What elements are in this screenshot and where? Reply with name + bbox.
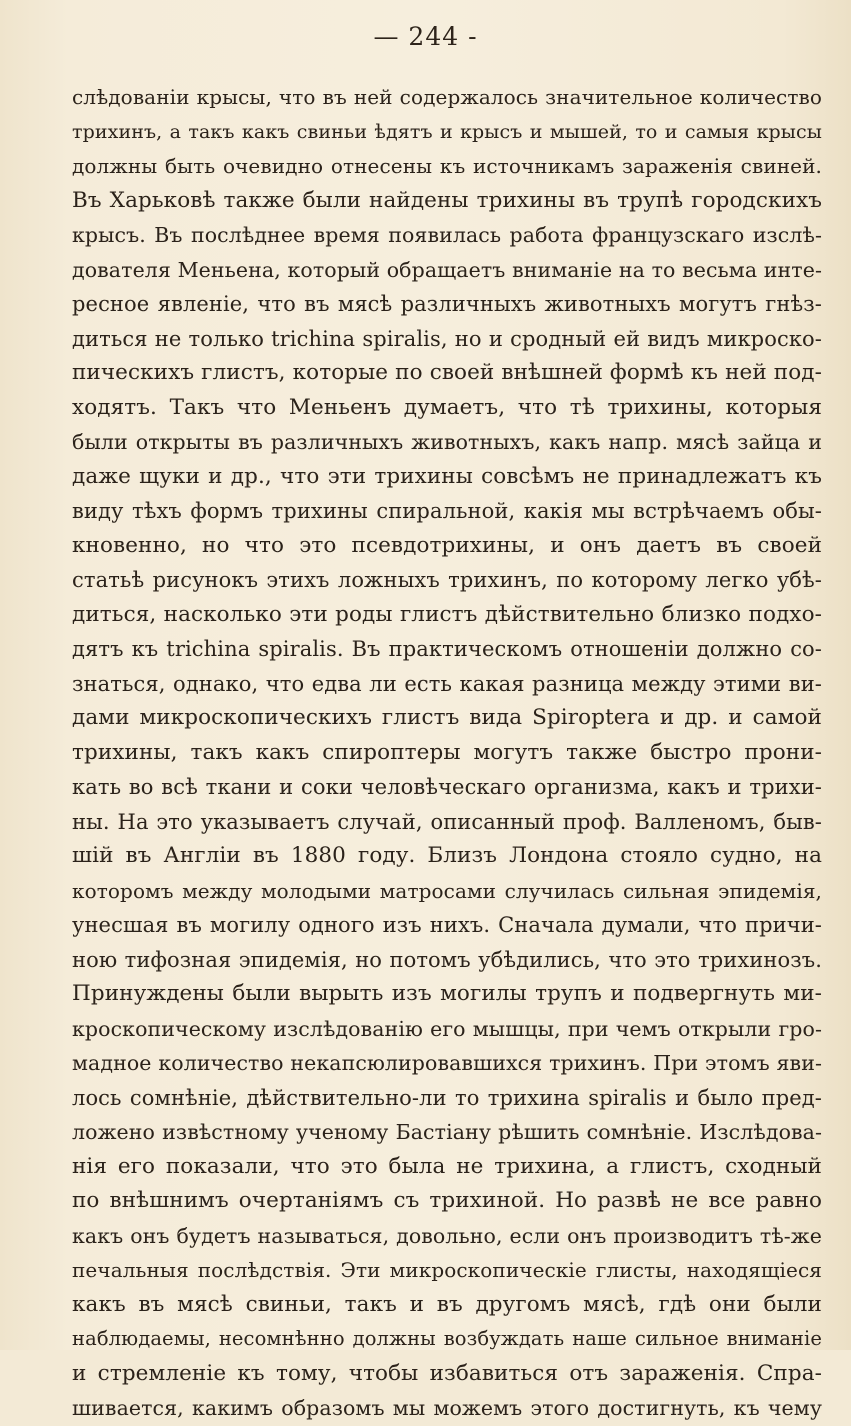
- text-line: виду тѣхъ формъ трихины спиральной, какія мы встрѣчаемъ обы-: [72, 499, 822, 523]
- text-line: дами микроскопическихъ глистъ вида Spiroptera и др. и самой: [72, 705, 822, 730]
- page-number: — 244 -: [373, 22, 478, 51]
- text-line: должны быть очевидно отнесены къ источникамъ зараженія свиней.: [72, 154, 822, 178]
- text-line: кновенно, но что это псевдотрихины, и онъ даетъ въ своей: [72, 532, 822, 558]
- text-line: нія его показали, что это была не трихина, а глистъ, сходный: [72, 1153, 822, 1179]
- text-line: печальныя послѣдствія. Эти микроскопическіе глисты, находящіеся: [72, 1258, 822, 1282]
- text-line: ны. На это указываетъ случай, описанный проф. Валленомъ, быв-: [72, 809, 822, 834]
- text-line: были открыты въ различныхъ животныхъ, какъ напр. мясѣ зайца и: [72, 430, 822, 454]
- text-line: наблюдаемы, несомнѣнно должны возбуждать наше сильное вниманіе: [72, 1327, 822, 1350]
- text-line: которомъ между молодыми матросами случилась сильная эпидемія,: [72, 878, 822, 903]
- text-line: по внѣшнимъ очертаніямъ съ трихиной. Но развѣ не все равно: [72, 1188, 822, 1213]
- text-line: пическихъ глистъ, которые по своей внѣшней формѣ къ ней под-: [72, 360, 822, 385]
- text-line: унесшая въ могилу одного изъ нихъ. Сначала думали, что причи-: [72, 913, 822, 937]
- text-line: Въ Харьковѣ также были найдены трихины въ трупѣ городскихъ: [72, 187, 822, 213]
- text-line: трихинъ, а такъ какъ свиньи ѣдятъ и крысъ и мышей, то и самыя крысы: [72, 120, 822, 143]
- text-line: ресное явленіе, что въ мясѣ различныхъ животныхъ могутъ гнѣз-: [72, 292, 822, 316]
- text-line: кроскопическому изслѣдованію его мышцы, при чемъ открыли гро-: [72, 1016, 822, 1041]
- text-line: ною тифозная эпидемія, но потомъ убѣдились, что это трихинозъ.: [72, 947, 822, 972]
- text-line: какъ въ мясѣ свиньи, такъ и въ другомъ мясѣ, гдѣ они были: [72, 1291, 822, 1317]
- text-line: дятъ къ trichina spiralis. Въ практическомъ отношеніи должно со-: [72, 637, 822, 661]
- text-line: слѣдованіи крысы, что въ ней содержалось значительное количество: [72, 85, 822, 109]
- body-text: [72, 80, 822, 1426]
- text-line: какъ онъ будетъ называться, довольно, если онъ производитъ тѣ-же: [72, 1223, 822, 1248]
- text-line: ходятъ. Такъ что Меньенъ думаетъ, что тѣ трихины, которыя: [72, 394, 822, 420]
- text-line: Принуждены были вырыть изъ могилы трупъ и подвергнуть ми-: [72, 981, 822, 1006]
- text-line: кать во всѣ ткани и соки человѣческаго организма, какъ и трихи-: [72, 775, 822, 799]
- text-line: мадное количество некапсюлировавшихся трихинъ. При этомъ яви-: [72, 1051, 822, 1075]
- text-line: даже щуки и др., что эти трихины совсѣмъ не принадлежатъ къ: [72, 463, 822, 489]
- text-line: статьѣ рисунокъ этихъ ложныхъ трихинъ, по которому легко убѣ-: [72, 568, 822, 592]
- text-line: крысъ. Въ послѣднее время появилась работа французскаго изслѣ-: [72, 223, 822, 247]
- text-line: и стремленіе къ тому, чтобы избавиться отъ зараженія. Спра-: [72, 1360, 822, 1386]
- text-line: дователя Меньена, который обращаетъ вниманіе на то весьма инте-: [72, 257, 822, 282]
- text-line: диться, насколько эти роды глистъ дѣйствительно близко подхо-: [72, 601, 822, 627]
- text-line: шій въ Англіи въ 1880 году. Близъ Лондона стояло судно, на: [72, 843, 822, 868]
- text-line: знаться, однако, что едва ли есть какая разница между этими ви-: [72, 671, 822, 696]
- text-line: диться не только trichina spiralis, но и сродный ей видъ микроско-: [72, 326, 822, 351]
- text-line: лось сомнѣніе, дѣйствительно-ли то трихина spiralis и было пред-: [72, 1085, 822, 1110]
- text-line: трихины, такъ какъ спироптеры могутъ также быстро прони-: [72, 739, 822, 765]
- text-line: шивается, какимъ образомъ мы можемъ этого достигнуть, къ чему: [72, 1396, 822, 1420]
- text-line: ложено извѣстному ученому Бастіану рѣшить сомнѣніе. Изслѣдова-: [72, 1120, 822, 1144]
